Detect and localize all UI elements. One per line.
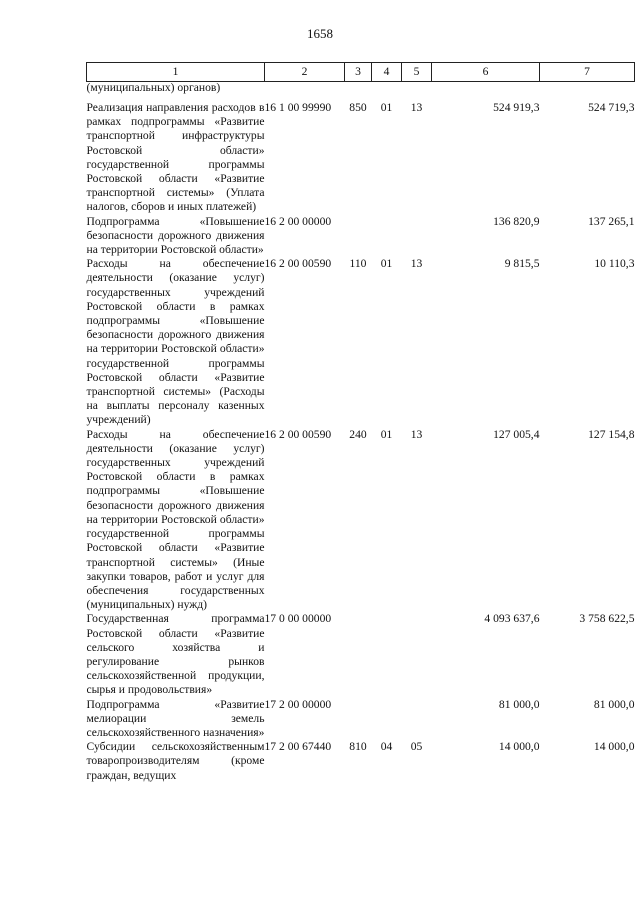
row-section: 01: [380, 427, 393, 441]
row-name: Субсидии сельскохозяйственным товаропроизводителям (кроме граждан, ведущих: [86, 740, 265, 782]
row-code: 16 2 00 00590: [264, 257, 332, 271]
column-header-amount-year-2: 7: [540, 63, 635, 82]
row-expense-type: 810: [349, 740, 367, 754]
row-code: 17 2 00 00000: [264, 697, 332, 711]
column-header-name: 1: [87, 63, 265, 82]
row-name: Подпрограмма «Повышение безопасности дорожного движения на территории Ростовской области»: [86, 214, 265, 257]
table-row: [87, 428, 635, 613]
row-amount-year-1: 4 093 637,6: [484, 612, 540, 626]
row-expense-type: [345, 698, 372, 741]
table-row: [87, 257, 635, 427]
row-expense-type: 110: [349, 257, 367, 271]
row-name: Расходы на обеспечение деятельности (оказание услуг) государственных учреждений Ростовской области в рамках подпрограммы «Повышение безопасности дорожного движения на территории Ростовской области» государственной программы Ростовской области «Развитие транспортной системы» (Расходы на выплаты персоналу казенных учреждений): [86, 257, 265, 427]
row-code: 16 1 00 99990: [264, 101, 332, 114]
row-subsection: 05: [410, 740, 423, 754]
row-subsection: 13: [410, 101, 423, 114]
row-section: 01: [380, 101, 393, 114]
row-amount-year-2: 127 154,8: [588, 427, 635, 441]
table-row-continuation: [87, 82, 635, 102]
table-header-row: [87, 63, 635, 82]
row-amount-year-2: 10 110,3: [594, 257, 635, 271]
budget-table: [86, 62, 635, 783]
row-name: Расходы на обеспечение деятельности (оказание услуг) государственных учреждений Ростовской области в рамках подпрограммы «Повышение безопасности дорожного движения на территории Ростовской области» государственной программы Ростовской области «Развитие транспортной системы» (Иные закупки товаров, работ и услуг для обеспечения государственных (муниципальных) нужд): [86, 427, 265, 612]
row-amount-year-2: 3 758 622,5: [579, 612, 635, 626]
table-row: [87, 215, 635, 258]
row-name: Государственная программа Ростовской области «Развитие сельского хозяйства и регулирование рынков сельскохозяйственной продукции, сырья и продовольствия»: [86, 612, 265, 697]
table-row: [87, 740, 635, 783]
row-subsection: 13: [410, 427, 423, 441]
row-amount-year-2: 524 719,3: [588, 101, 635, 114]
row-code: 17 0 00 00000: [264, 612, 332, 626]
row-name: Реализация направления расходов в рамках подпрограммы «Развитие транспортной инфраструктуры Ростовской области» государственной программы Ростовской области «Развитие транспортной системы» (Уплата налогов, сборов и иных платежей): [86, 101, 265, 214]
row-section: [372, 612, 402, 697]
row-section: 04: [380, 740, 393, 754]
row-amount-year-1: 136 820,9: [493, 214, 540, 228]
column-header-expense-type: 3: [345, 63, 372, 82]
row-code: 16 2 00 00000: [264, 214, 332, 228]
row-amount-year-2: 14 000,0: [593, 740, 635, 754]
row-subsection: 13: [410, 257, 423, 271]
row-subsection: [402, 698, 432, 741]
table-row: [87, 698, 635, 741]
page-number: 1658: [307, 26, 333, 41]
row-subsection: [402, 612, 432, 697]
table-row: [87, 101, 635, 215]
row-code: 16 2 00 00590: [264, 427, 332, 441]
column-header-amount-year-1: 6: [432, 63, 540, 82]
row-expense-type: 850: [349, 101, 367, 114]
row-amount-year-2: 137 265,1: [588, 214, 635, 228]
continuation-text: (муниципальных) органов): [86, 81, 221, 94]
table-row: [87, 612, 635, 697]
column-header-code: 2: [265, 63, 345, 82]
row-subsection: [402, 215, 432, 258]
row-expense-type: [345, 215, 372, 258]
row-expense-type: 240: [349, 427, 367, 441]
row-amount-year-1: 81 000,0: [498, 697, 540, 711]
row-amount-year-1: 9 815,5: [504, 257, 540, 271]
row-section: [372, 698, 402, 741]
row-code: 17 2 00 67440: [264, 740, 332, 754]
row-section: [372, 215, 402, 258]
row-amount-year-1: 14 000,0: [498, 740, 540, 754]
row-amount-year-2: 81 000,0: [593, 697, 635, 711]
row-name: Подпрограмма «Развитие мелиорации земель сельскохозяйственного назначения»: [86, 697, 265, 739]
row-expense-type: [345, 612, 372, 697]
column-header-subsection: 5: [402, 63, 432, 82]
row-amount-year-1: 524 919,3: [493, 101, 540, 114]
row-section: 01: [380, 257, 393, 271]
row-amount-year-1: 127 005,4: [493, 427, 540, 441]
column-header-section: 4: [372, 63, 402, 82]
